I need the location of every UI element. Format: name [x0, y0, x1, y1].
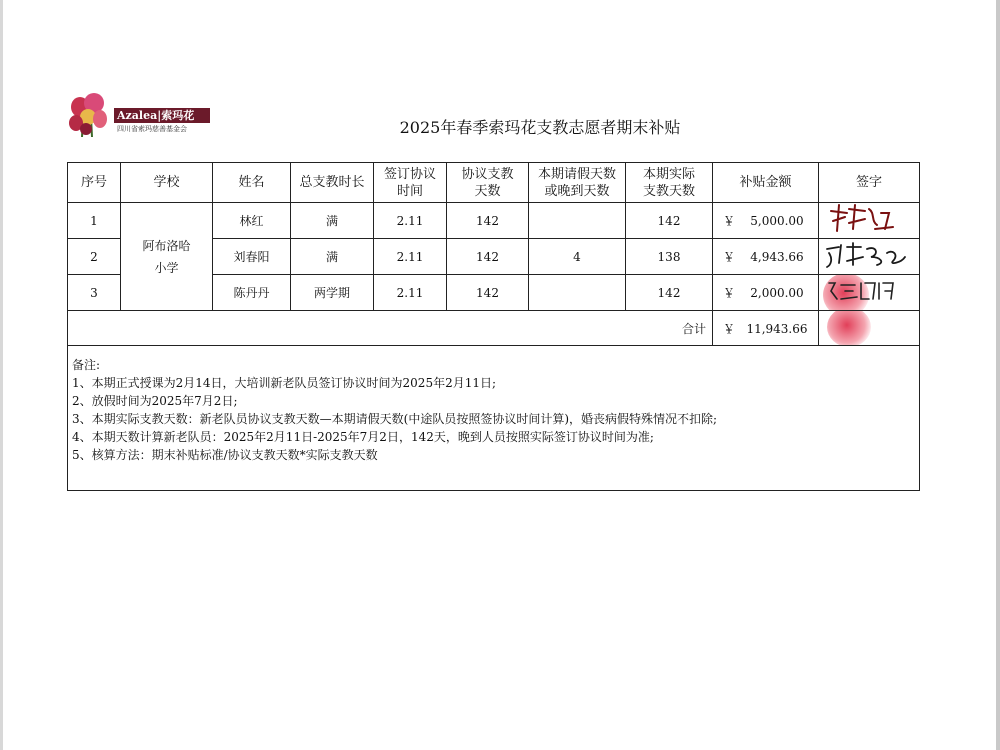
cell-amount: ￥ 2,000.00: [713, 275, 819, 311]
cell-seq: 3: [68, 275, 121, 311]
header-school: 学校: [121, 163, 213, 203]
scan-edge-left: [0, 0, 3, 750]
cell-seq: 2: [68, 239, 121, 275]
total-amount: ￥ 11,943.66: [713, 311, 819, 346]
school-line2: 小学: [154, 260, 179, 275]
header-agreed-days-line2: 天数: [474, 183, 501, 199]
header-actual-days: [626, 163, 713, 203]
handwritten-signature-1: [819, 203, 919, 235]
cell-amount: ￥ 4,943.66: [713, 239, 819, 275]
azalea-flower-icon: [68, 93, 116, 137]
notes-row: [68, 346, 920, 491]
header-leave-days-line1: 本期请假天数: [537, 166, 616, 182]
cell-sign-date: 2.11: [374, 203, 447, 239]
total-row: [68, 311, 920, 346]
cell-agreed-days: 142: [447, 275, 529, 311]
cell-name: 林红: [213, 203, 291, 239]
cell-leave-days: [529, 275, 626, 311]
note-item: 4、本期天数计算新老队员：2025年2月11日-2025年7月2日，142天，晚到人员按照实际签订协议时间为准;: [72, 430, 654, 444]
logo-org-text: 四川省索玛慈善基金会: [117, 125, 187, 133]
header-leave-days-line2: 或晚到天数: [544, 183, 610, 199]
document-title: 2025年春季索玛花支教志愿者期末补贴: [399, 118, 681, 137]
header-sign-date-line2: 时间: [396, 183, 423, 199]
cell-total-duration: 两学期: [291, 275, 374, 311]
logo-brand-text: Azalea|索玛花: [117, 109, 195, 122]
handwritten-signature-3: [819, 275, 919, 307]
total-signature-cell: [819, 311, 920, 346]
header-seq: 序号: [68, 163, 121, 203]
header-agreed-days: [447, 163, 529, 203]
cell-signature-chen-dandan: [819, 275, 920, 311]
header-sign-date-line1: 签订协议: [383, 166, 436, 182]
notes-heading: 备注:: [72, 358, 101, 372]
cell-total-duration: 满: [291, 239, 374, 275]
note-item: 5、核算方法：期末补贴标准/协议支教天数*实际支教天数: [72, 448, 378, 462]
header-name: 姓名: [213, 163, 291, 203]
cell-name: 刘春阳: [213, 239, 291, 275]
cell-leave-days: 4: [529, 239, 626, 275]
note-item: 1、本期正式授课为2月14日，大培训新老队员签订协议时间为2025年2月11日;: [72, 376, 497, 390]
header-signature: 签字: [819, 163, 920, 203]
header-actual-days-line1: 本期实际: [642, 166, 695, 182]
cell-sign-date: 2.11: [374, 275, 447, 311]
handwritten-signature-2: [819, 239, 919, 271]
foundation-logo: [68, 93, 228, 137]
header-total-duration: 总支教时长: [291, 163, 374, 203]
red-fingerprint-stamp: [827, 311, 871, 346]
header-leave-days: [529, 163, 626, 203]
notes-cell: [68, 346, 920, 491]
header-amount: 补贴金额: [713, 163, 819, 203]
header-sign-date: [374, 163, 447, 203]
total-label: 合计: [68, 311, 713, 346]
cell-actual-days: 142: [626, 275, 713, 311]
cell-total-duration: 满: [291, 203, 374, 239]
cell-actual-days: 142: [626, 203, 713, 239]
cell-agreed-days: 142: [447, 203, 529, 239]
cell-name: 陈丹丹: [213, 275, 291, 311]
note-item: 2、放假时间为2025年7月2日;: [72, 394, 238, 408]
table-row: [68, 203, 920, 239]
cell-signature-lin-hong: [819, 203, 920, 239]
header-actual-days-line2: 支教天数: [642, 183, 695, 199]
header-row: [68, 163, 920, 203]
header-agreed-days-line1: 协议支教: [461, 166, 514, 182]
cell-actual-days: 138: [626, 239, 713, 275]
cell-signature-liu-chunyang: [819, 239, 920, 275]
cell-leave-days: [529, 203, 626, 239]
school-line1: 阿布洛哈: [142, 238, 191, 253]
note-item: 3、本期实际支教天数：新老队员协议支教天数—本期请假天数(中途队员按照签协议时间计算)，婚丧病假特殊情况不扣除;: [72, 412, 718, 426]
cell-seq: 1: [68, 203, 121, 239]
cell-agreed-days: 142: [447, 239, 529, 275]
cell-amount: ￥ 5,000.00: [713, 203, 819, 239]
cell-sign-date: 2.11: [374, 239, 447, 275]
subsidy-table: [67, 162, 920, 491]
cell-school: [121, 203, 213, 311]
scan-edge-right: [996, 0, 1000, 750]
